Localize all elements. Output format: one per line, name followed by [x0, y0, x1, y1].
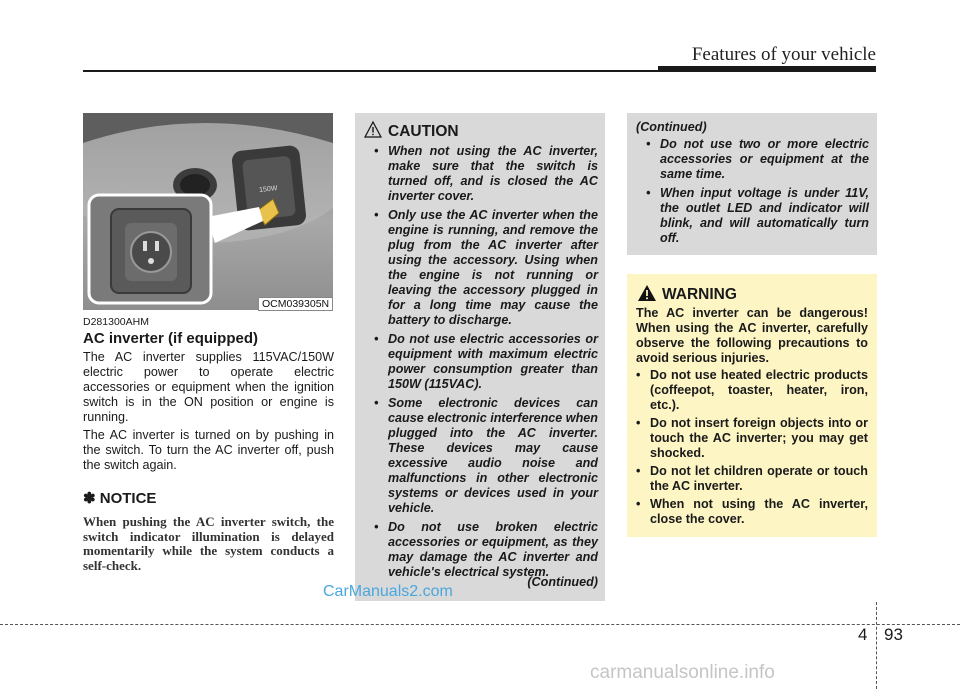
inverter-photo [83, 113, 333, 310]
footer-rule [0, 624, 960, 625]
caution-item: • When not using the AC inverter, make sure that the switch is turned off, and is closed the AC inverter cover. [374, 144, 598, 203]
warning-item: • Do not use heated electric products (coffeepot, toaster, heater, iron, etc.). [636, 368, 868, 412]
warning-item: • Do not insert foreign objects into or touch the AC inverter; you may get shocked. [636, 416, 868, 460]
continued-item: • When input voltage is under 11V, the outlet LED and indicator will blink, and will automatically turn off. [646, 186, 869, 245]
page-header-title: Features of your vehicle [691, 44, 876, 65]
warning-intro: The AC inverter can be dangerous! When using the AC inverter, carefully observe the following precautions to avoid serious injuries. [636, 306, 868, 365]
chapter-number: 4 [858, 625, 868, 644]
caution-item: • Do not use broken electric accessories or equipment, as they may damage the AC inverter and vehicle's electrical system. [374, 520, 598, 579]
continued-list [636, 137, 869, 250]
photo-caption: OCM039305N [258, 297, 333, 311]
body-paragraph-2: The AC inverter is turned on by pushing in the switch. To turn the AC inverter off, push the switch again. [83, 428, 334, 472]
warning-title: WARNING [662, 286, 737, 303]
caution-title: CAUTION [388, 123, 459, 140]
caution-item: • Do not use electric accessories or equipment with maximum electric power consumption greater than 150W (115VAC). [374, 332, 598, 391]
caution-list [364, 144, 598, 584]
notice-text: When pushing the AC inverter switch, the switch indicator illumination is delayed momentarily while the system conducts a self-check. [83, 514, 334, 573]
svg-text:150W: 150W [258, 185, 278, 195]
section-title: AC inverter (if equipped) [83, 330, 259, 347]
section-code: D281300AHM [83, 316, 149, 328]
watermark-link[interactable]: CarManuals2.com [323, 583, 453, 600]
header-rule-thick [658, 66, 876, 72]
caution-triangle-icon [364, 121, 382, 138]
page-divider [876, 602, 877, 689]
body-paragraph-1: The AC inverter supplies 115VAC/150W electric power to operate electric accessories or equipment when the ignition switch is in the ON position or engine is running. [83, 350, 334, 424]
caution-continued: (Continued) [527, 575, 598, 589]
warning-triangle-icon [637, 284, 657, 302]
continued-item: • Do not use two or more electric accessories or equipment at the same time. [646, 137, 869, 181]
footer-url-link[interactable]: carmanualsonline.info [590, 662, 775, 683]
warning-item: • Do not let children operate or touch the AC inverter. [636, 464, 868, 493]
continued-label: (Continued) [636, 120, 707, 134]
inverter-illustration [83, 113, 333, 310]
header-rule-thin [83, 70, 658, 72]
warning-list [636, 368, 868, 530]
caution-item: • Some electronic devices can cause electronic interference when plugged into the AC inverter. These devices may cause excessive audio noise and malfunctions in other electronic systems or devices used in your vehicle. [374, 396, 598, 515]
notice-title: ✽ NOTICE [83, 490, 157, 507]
caution-item: • Only use the AC inverter when the engine is running, and remove the plug from the AC inverter after using the accessory. Using when the engine is not running or leaving the accessory plugged in for a long time may cause the battery to discharge. [374, 208, 598, 327]
page-number: 93 [884, 625, 903, 644]
warning-item: • When not using the AC inverter, close the cover. [636, 497, 868, 526]
